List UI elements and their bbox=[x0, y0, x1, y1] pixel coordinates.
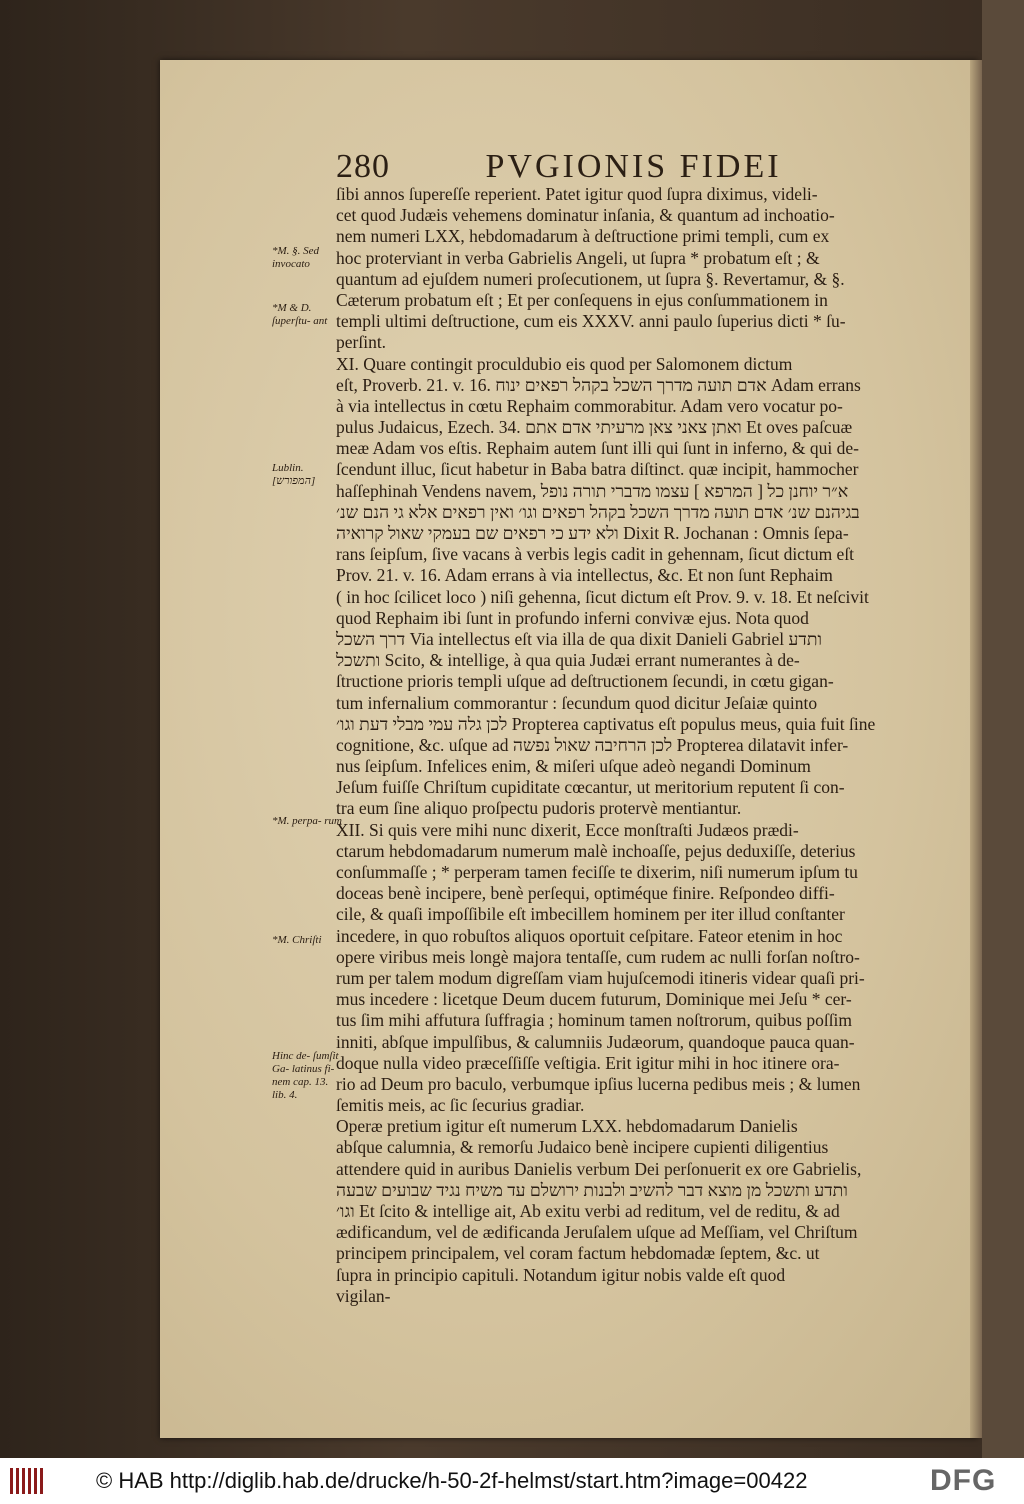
text-line: conſummaſſe ; * perperam tamen feciſſe te dixerim, niſi numerum ipſum tu bbox=[336, 862, 858, 882]
margin-note: *M & D. ſuperſtu- ant bbox=[272, 302, 328, 327]
text-line: tus ſim mihi affutura ſuffragia ; hominum tamen noſtrorum, quibus poſſim bbox=[336, 1010, 853, 1031]
text-line: Cæterum probatum eſt ; Et per conſequens in ejus conſummationem in bbox=[336, 289, 828, 310]
margin-note: *M. perpa- rum bbox=[272, 815, 342, 827]
text-line: לכן גלה עמי מבלי דעת וגו׳ Propterea captivatus eſt populus meus, quia fuit ſine bbox=[336, 713, 876, 734]
margin-note: Hinc de- ſumſit Ga- latinus fi- nem cap. 13. lib. 4. bbox=[272, 1050, 339, 1101]
text-line: ctarum hebdomadarum numerum malè inchoaſſe, pejus deduxiſſe, deterius bbox=[336, 840, 856, 861]
text-line: hoc proterviant in verba Gabrielis Angeli, ut ſupra * probatum eſt ; & bbox=[336, 247, 820, 268]
margin-note: Lublin. [המפורש] bbox=[272, 462, 316, 487]
text-line: nus ſeipſum. Infelices enim, & miſeri uſque adeò negandi Dominum bbox=[336, 756, 811, 777]
text-line: perſint. bbox=[336, 332, 387, 353]
text-line: opere viribus meis longè majora tentaſſe, cum rudem ac nulli forſan noſtro- bbox=[336, 946, 860, 967]
text-line: XII. Si quis vere mihi nunc dixerit, Ecce monſtraſti Judæos prædi- bbox=[336, 819, 799, 840]
text-line: cile, & quaſi impoſſibile eſt imbecillem hominem per iter illud conſtanter bbox=[336, 904, 845, 925]
page-edge bbox=[970, 60, 982, 1438]
text-line: ſibi annos ſupereſſe reperient. Patet igitur quod ſupra diximus, videli- bbox=[336, 184, 818, 204]
text-line: ædificandum, vel de ædificanda Jeruſalem uſque ad Meſſiam, vel Chriſtum bbox=[336, 1222, 858, 1243]
margin-note: *M. Chriſti bbox=[272, 934, 322, 946]
text-line: ſcendunt illuc, ſicut habetur in Baba batra diſtinct. quæ incipit, hammocher bbox=[336, 459, 859, 480]
text-line: XI. Quare contingit proculdubio eis quod per Salomonem dictum bbox=[336, 353, 793, 374]
text-line: cet quod Judæis vehemens dominatur inſania, & quantum ad inchoatio- bbox=[336, 205, 835, 226]
text-line: ותדע ותשכל מן מוצא דבר להשיב ולבנות ירושלם עד משיח נגיד שבועים שבעה bbox=[336, 1179, 848, 1200]
hab-logo-icon bbox=[10, 1468, 46, 1494]
text-line: בגיהנם שנ׳ אדם תועה מדרך השכל בקהל רפאים וגו׳ ואין רפאים אלא גי הנם שנ׳ bbox=[336, 501, 860, 522]
text-line: principem principalem, vel coram factum hebdomadæ ſeptem, &c. ut bbox=[336, 1243, 820, 1264]
dfg-logo: DFG bbox=[930, 1464, 997, 1497]
text-line: inniti, abſque impulſibus, & calumniis Judæorum, quandoque pauca quan- bbox=[336, 1031, 855, 1052]
text-line: וגו׳ Et ſcito & intellige ait, Ab exitu verbi ad reditum, vel de reditu, & ad bbox=[336, 1201, 840, 1221]
margin-note: *M. §. Sed invocato bbox=[272, 245, 320, 270]
binding-strip bbox=[982, 0, 1024, 1458]
text-line: ſtructione prioris templi uſque ad deſtructionem ſecundi, in cœtu gigan- bbox=[336, 671, 834, 692]
text-line: tra eum ſine aliquo proſpectu pudoris protervè mentiantur. bbox=[336, 798, 742, 819]
text-line: Operæ pretium igitur eſt numerum LXX. hebdomadarum Danielis bbox=[336, 1116, 798, 1137]
text-line: nem numeri LXX, hebdomadarum à deſtructione primi templi, cum ex bbox=[336, 226, 830, 247]
text-line: pulus Judaicus, Ezech. 34. ואתן צאני צאן מרעיתי אדם אתם Et oves paſcuæ bbox=[336, 417, 853, 438]
text-line: eſt, Proverb. 21. v. 16. אדם תועה מדרך השכל בקהל רפאים ינוח Adam errans bbox=[336, 374, 861, 395]
text-line: ſupra in principio capituli. Notandum igitur nobis valde eſt quod bbox=[336, 1264, 786, 1285]
running-title: PVGIONIS FIDEI bbox=[485, 148, 782, 185]
text-line: ולא ידע כי רפאים שם בעמקי שאול קרואיה Dixit R. Jochanan : Omnis ſepa- bbox=[336, 523, 849, 543]
text-line: rans ſeipſum, ſive vacans à verbis legis cadit in gehennam, ſicut dictum eſt bbox=[336, 544, 855, 565]
text-line: Jeſum fuiſſe Chriſtum cupiditate cœcantur, ut meritorium reputent ſi con- bbox=[336, 777, 845, 798]
running-head bbox=[336, 148, 836, 188]
text-line: haſſephinah Vendens navem, א״ר יוחנן כל [ המרפא ] עצמו מדברי תורה נופל bbox=[336, 480, 849, 501]
text-line: ſemitis meis, ac ſic ſecurius gradiar. bbox=[336, 1095, 585, 1116]
text-line: à via intellectus in cœtu Rephaim commorabitur. Adam vero vocatur po- bbox=[336, 395, 843, 416]
text-line: mus incedere : licetque Deum ducem futurum, Dominique mei Jeſu * cer- bbox=[336, 989, 852, 1010]
text-line: incedere, in quo robuſtos aliquos oportuit ceſpitare. Fateor etenim in hoc bbox=[336, 925, 843, 946]
text-line: cognitione, &c. uſque ad לכן הרחיבה שאול נפשה Propterea dilatavit infer- bbox=[336, 734, 849, 755]
text-line: tum infernalium commorantur : ſecundum quod dicitur Jeſaiæ quinto bbox=[336, 692, 818, 713]
text-line: rio ad Deum pro baculo, verbumque ipſius lucerna pedibus meis ; & lumen bbox=[336, 1073, 861, 1094]
text-line: doceas benè incipere, benè perſequi, optiméque finire. Reſpondeo diffi- bbox=[336, 883, 835, 904]
text-line: vigilan- bbox=[336, 1285, 391, 1306]
text-line: doque nulla video præceſſiſſe veſtigia. Erit igitur mihi in hoc itinere ora- bbox=[336, 1052, 840, 1073]
text-line: ותשכל Scito, & intellige, à qua quia Judæi errant numerantes à de- bbox=[336, 650, 800, 671]
text-line: rum per talem modum digreſſam viam hujuſcemodi itineris videar quaſi pri- bbox=[336, 967, 865, 988]
text-line: templi ultimi deſtructione, cum eis XXXV. anni paulo ſuperius dicti * ſu- bbox=[336, 311, 846, 332]
text-line: attendere quid in auribus Danielis verbum Dei perſonuerit ex ore Gabrielis, bbox=[336, 1158, 862, 1179]
page-number: 280 bbox=[336, 148, 390, 185]
text-line: Prov. 21. v. 16. Adam errans à via intellectus, &c. Et non ſunt Rephaim bbox=[336, 565, 833, 586]
footer-copyright: © HAB http://diglib.hab.de/drucke/h-50-2f-helmst/start.htm?image=00422 bbox=[96, 1468, 808, 1493]
text-line: meæ Adam vos eſtis. Rephaim autem ſunt illi qui ſunt in inferno, & qui de- bbox=[336, 438, 859, 459]
text-line: quod Rephaim ibi ſunt in profundo inferni convivæ ejus. Nota quod bbox=[336, 607, 809, 628]
text-line: ( in hoc ſcilicet loco ) niſi gehenna, ſicut dictum eſt Prov. 9. v. 18. Et neſcivit bbox=[336, 586, 869, 607]
footer-bar bbox=[0, 1458, 1024, 1504]
text-line: abſque calumnia, & remorſu Judaico benè incipere cupienti diligentius bbox=[336, 1137, 829, 1158]
text-line: quantum ad ejuſdem numeri proſecutionem, ut ſupra §. Revertamur, & §. bbox=[336, 268, 845, 289]
text-line: דרך השכל Via intellectus eſt via illa de qua dixit Danieli Gabriel ותדע bbox=[336, 628, 823, 649]
body-text bbox=[336, 184, 906, 1307]
